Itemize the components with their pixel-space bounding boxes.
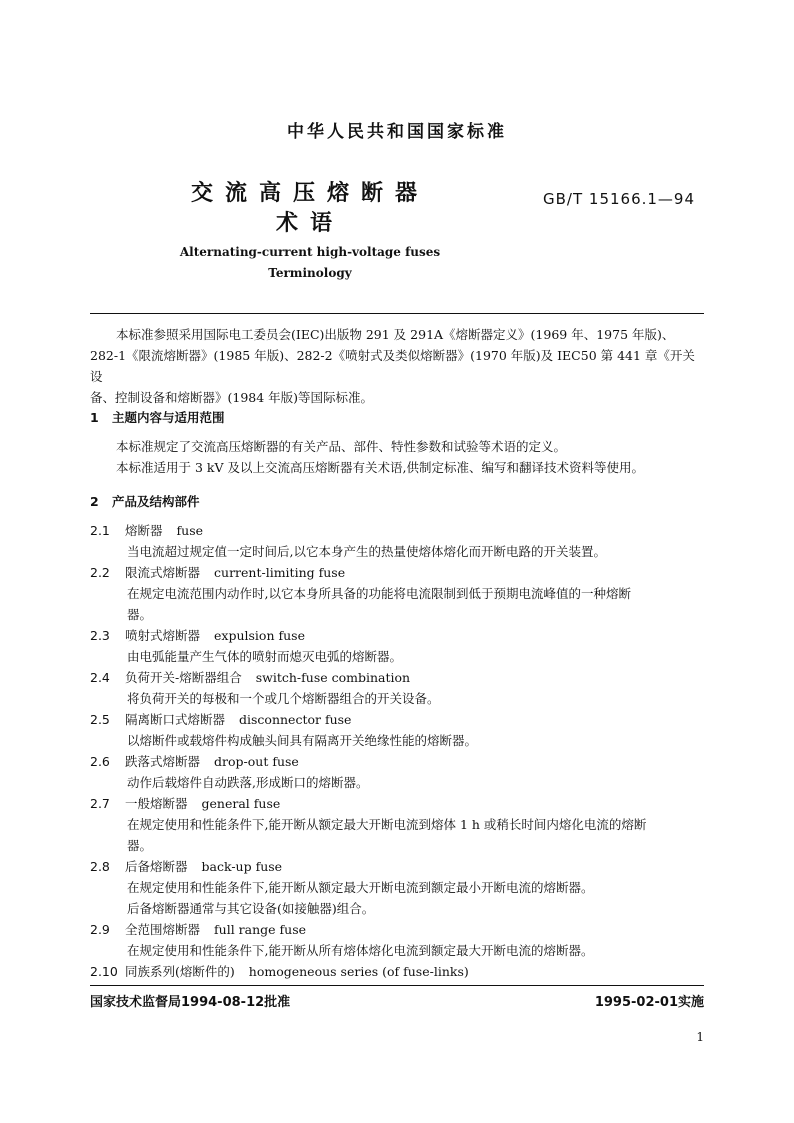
preamble xyxy=(90,324,704,408)
page-number: 1 xyxy=(696,1030,704,1044)
preamble-line: 本标准参照采用国际电工委员会(IEC)出版物 291 及 291A《熔断器定义》(1969 年、1975 年版)、 xyxy=(116,327,675,342)
term-cn: 同族系列(熔断件的) xyxy=(125,964,235,979)
term-cn: 熔断器 xyxy=(125,523,163,538)
term-en: expulsion fuse xyxy=(214,628,305,643)
definition-line: 在规定电流范围内动作时,以它本身所具备的功能将电流限制到低于预期电流峰值的一种熔断 xyxy=(127,586,631,601)
term-number: 2.1 xyxy=(90,523,110,538)
definition-line: 后备熔断器通常与其它设备(如接触器)组合。 xyxy=(127,901,375,916)
term-en: current-limiting fuse xyxy=(214,565,346,580)
definition-line: 以熔断件或载熔件构成触头间具有隔离开关绝缘性能的熔断器。 xyxy=(127,733,478,748)
term-definition xyxy=(127,583,704,625)
term-heading xyxy=(90,751,704,772)
section-number: 2 xyxy=(90,494,99,509)
definition-line: 将负荷开关的每极和一个或几个熔断器组合的开关设备。 xyxy=(127,691,440,706)
term-definition xyxy=(127,541,704,562)
term-cn: 一般熔断器 xyxy=(125,796,188,811)
standard-type-heading: 中华人民共和国国家标准 xyxy=(287,122,507,142)
term-en: back-up fuse xyxy=(201,859,283,874)
title-cn-line1: 交流高压熔断器 xyxy=(190,181,429,206)
term-definition xyxy=(127,877,704,919)
paragraph: 本标准规定了交流高压熔断器的有关产品、部件、特性参数和试验等术语的定义。 xyxy=(116,439,567,454)
term-number: 2.8 xyxy=(90,859,110,874)
definition-line: 动作后载熔件自动跌落,形成断口的熔断器。 xyxy=(127,775,369,790)
term-cn: 跌落式熔断器 xyxy=(125,754,201,769)
term-cn: 负荷开关-熔断器组合 xyxy=(125,670,242,685)
term-number: 2.9 xyxy=(90,922,110,937)
term-heading xyxy=(90,793,704,814)
term-heading xyxy=(90,919,704,940)
term-heading xyxy=(90,562,704,583)
header-divider xyxy=(90,313,704,314)
term-cn: 后备熔断器 xyxy=(125,859,188,874)
term-definition xyxy=(127,772,704,793)
definition-line: 在规定使用和性能条件下,能开断从额定最大开断电流到额定最小开断电流的熔断器。 xyxy=(127,880,594,895)
preamble-line: 282-1《限流熔断器》(1985 年版)、282-2《喷射式及类似熔断器》(1970 年版)及 IEC50 第 441 章《开关设 xyxy=(90,348,695,384)
term-number: 2.7 xyxy=(90,796,110,811)
term-definition xyxy=(127,814,704,856)
term-cn: 全范围熔断器 xyxy=(125,922,201,937)
definition-line: 在规定使用和性能条件下,能开断从额定最大开断电流到熔体 1 h 或稍长时间内熔化电流的熔断 xyxy=(127,817,647,832)
term-number: 2.10 xyxy=(90,964,118,979)
term-en: drop-out fuse xyxy=(214,754,299,769)
preamble-line: 备、控制设备和熔断器》(1984 年版)等国际标准。 xyxy=(90,390,374,405)
term-definition xyxy=(127,646,704,667)
term-en: fuse xyxy=(176,523,204,538)
title-en-line1: Alternating-current high-voltage fuses xyxy=(179,245,441,259)
section-2-heading xyxy=(90,492,200,510)
standard-number: GB/T 15166.1—94 xyxy=(543,190,696,208)
term-definition xyxy=(127,688,704,709)
section-title: 主题内容与适用范围 xyxy=(112,410,225,425)
footer-divider xyxy=(90,985,704,986)
term-heading xyxy=(90,961,704,982)
section-1-body xyxy=(90,436,704,478)
term-heading xyxy=(90,856,704,877)
term-en: homogeneous series (of fuse-links) xyxy=(248,964,469,979)
term-en: disconnector fuse xyxy=(239,712,352,727)
term-en: general fuse xyxy=(201,796,281,811)
term-definition xyxy=(127,730,704,751)
definition-line: 在规定使用和性能条件下,能开断从所有熔体熔化电流到额定最大开断电流的熔断器。 xyxy=(127,943,594,958)
term-heading xyxy=(90,667,704,688)
term-number: 2.5 xyxy=(90,712,110,727)
term-heading xyxy=(90,709,704,730)
approval-note: 国家技术监督局1994-08-12批准 xyxy=(90,995,291,1010)
definition-line: 器。 xyxy=(127,607,153,622)
term-number: 2.2 xyxy=(90,565,110,580)
term-number: 2.4 xyxy=(90,670,110,685)
title-cn-line2: 术语 xyxy=(275,211,344,236)
term-heading xyxy=(90,520,704,541)
term-en: switch-fuse combination xyxy=(255,670,411,685)
definition-line: 器。 xyxy=(127,838,153,853)
section-1-heading xyxy=(90,408,225,426)
section-title: 产品及结构部件 xyxy=(112,494,200,509)
title-en-line2: Terminology xyxy=(268,266,352,280)
term-number: 2.6 xyxy=(90,754,110,769)
section-number: 1 xyxy=(90,410,99,425)
term-cn: 喷射式熔断器 xyxy=(125,628,201,643)
definition-line: 当电流超过规定值一定时间后,以它本身产生的热量使熔体熔化而开断电路的开关装置。 xyxy=(127,544,606,559)
term-number: 2.3 xyxy=(90,628,110,643)
term-en: full range fuse xyxy=(214,922,307,937)
definition-line: 由电弧能量产生气体的喷射而熄灭电弧的熔断器。 xyxy=(127,649,403,664)
implementation-date: 1995-02-01实施 xyxy=(594,995,704,1010)
term-heading xyxy=(90,625,704,646)
term-cn: 隔离断口式熔断器 xyxy=(125,712,226,727)
term-definition xyxy=(127,940,704,961)
paragraph: 本标准适用于 3 kV 及以上交流高压熔断器有关术语,供制定标准、编写和翻译技术资料等使用。 xyxy=(116,460,644,475)
term-cn: 限流式熔断器 xyxy=(125,565,201,580)
